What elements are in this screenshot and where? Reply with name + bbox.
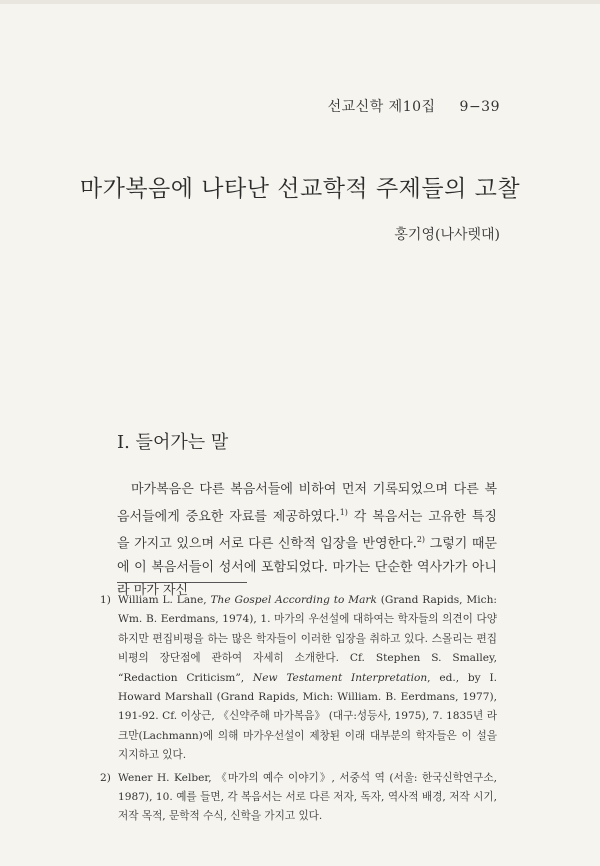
body-text-part-2: 각 복음서는 고유한 특징을 가지고 있으며 서로 다른 신학적 입장을 반영한다.: [117, 509, 497, 552]
footnote-divider: [117, 582, 247, 583]
section-heading: I. 들어가는 말: [117, 432, 229, 453]
footnote-number: 1): [100, 594, 111, 606]
footnote-ref-2: 2): [416, 535, 426, 545]
footnote-2: [100, 769, 497, 827]
running-header: [328, 96, 500, 116]
article-title: 마가복음에 나타난 선교학적 주제들의 고찰: [79, 176, 521, 202]
journal-name: 선교신학 제10집: [327, 99, 436, 115]
page-range: 9−39: [459, 99, 500, 115]
body-text-part-3: 그렇기 때문에 이 복음서들이 성서에 포함되었다. 마가는 단순한 역사가가 아니라 마가 자신: [117, 536, 497, 598]
footnote-text: (Grand Rapids, Mich: Wm. B. Eerdmans, 1974), 1. 마가의 우선설에 대하여는 학자들의 의견이 다양하지만 편집비평을 하는 많은 학자들이 이러한 입장을 취하고 있다. 스몰리는 편집비평의 장단점에 관하여 자세히 소개한다. Cf. Stephen S. Smalley, “Redaction Criticism”,: [118, 594, 497, 684]
author-line: 홍기영(나사렛대): [394, 227, 500, 243]
footnotes: [100, 591, 497, 830]
scan-edge: [0, 0, 600, 4]
footnote-number: 2): [100, 771, 111, 784]
body-text-part-1: 마가복음은 다른 복음서들에 비하여 먼저 기록되었으며 다른 복음서들에게 중요한 자료를 제공하였다.: [117, 482, 497, 525]
body-paragraph: [117, 478, 497, 602]
book-title: The Gospel According to Mark: [210, 594, 377, 606]
footnote-text: Wener H. Kelber, 《마가의 예수 이야기》, 서중석 역 (서울: 한국신학연구소, 1987), 10. 예를 들면, 각 복음서는 서로 다른 저자, 독자, 역사적 배경, 저작 시기, 저작 목적, 문학적 수식, 신학을 가지고 있다.: [118, 771, 497, 823]
footnote-1: [100, 591, 497, 766]
book-title: New Testament Interpretation: [252, 671, 428, 684]
footnote-ref-1: 1): [339, 508, 348, 517]
footnote-text: , ed., by I. Howard Marshall (Grand Rapids, Mich: William. B. Eerdmans, 1977), 191-92. Cf. 이상근, 《신약주해 마가복음》 (대구:성등사, 1975), 7. 1835년 라크만(Lachmann)에 의해 마가우선설이 제창된 이래 대부분의 학자들은 이 설을 지지하고 있다.: [118, 671, 497, 762]
footnote-text: William L. Lane,: [118, 594, 211, 606]
